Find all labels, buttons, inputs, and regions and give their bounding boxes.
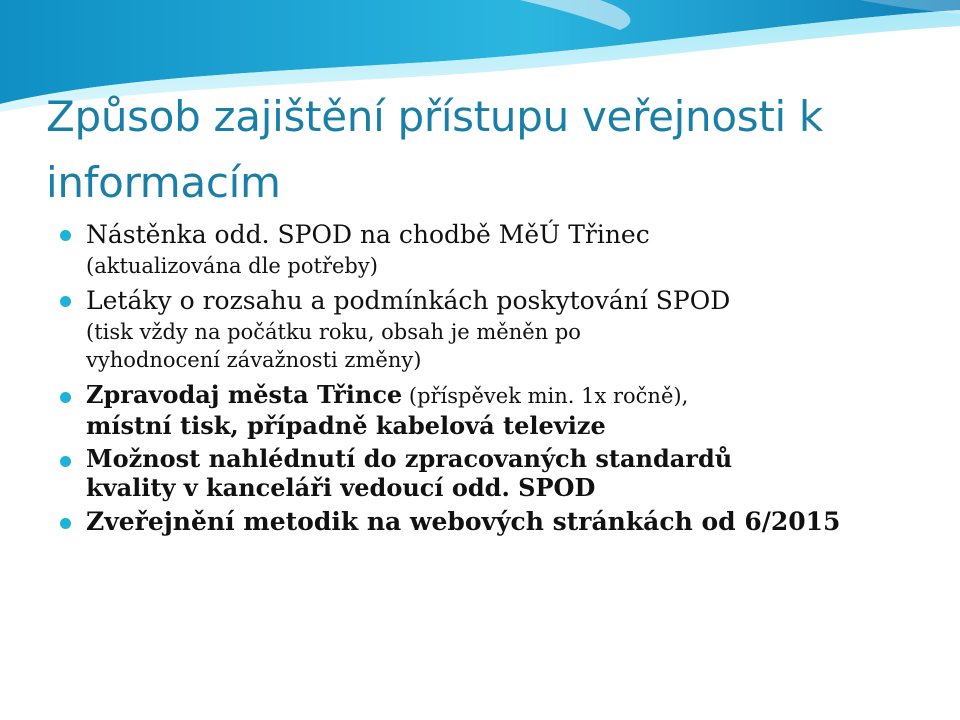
bullet-dot-icon <box>60 456 71 467</box>
bullet-dot-icon <box>60 296 71 307</box>
bullet-item-leaflets <box>60 284 940 374</box>
bullet-sub-text-line1: (tisk vždy na počátku roku, obsah je měněn po <box>86 320 581 344</box>
bullet-dot-icon <box>60 392 71 403</box>
bullet-inline-sub-text: (příspěvek min. 1x ročně), <box>402 384 689 408</box>
bullet-line2: místní tisk, případně kabelová televize <box>86 411 606 440</box>
bullet-sub-text: (aktualizována dle potřeby) <box>86 254 378 278</box>
slide-title: Způsob zajištění přístupu veřejnosti k informacím <box>46 92 823 207</box>
bullet-dot-icon <box>60 518 71 529</box>
bullet-sub-text-line2: vyhodnocení závažnosti změny) <box>86 348 422 372</box>
bullet-line1: Zveřejnění metodik na webových stránkách od 6/2015 <box>86 507 841 536</box>
bullet-item-methodologies <box>60 506 940 538</box>
bullet-dot-icon <box>60 230 71 241</box>
bullet-bold-text: Zpravodaj města Třince <box>86 380 403 409</box>
bullet-line1: Možnost nahlédnutí do zpracovaných standardů <box>86 444 733 473</box>
bullet-list <box>60 218 940 538</box>
bullet-main-text: Letáky o rozsahu a podmínkách poskytování SPOD <box>86 286 731 315</box>
bullet-item-notice-board <box>60 218 940 280</box>
bullet-line1 <box>86 380 940 411</box>
bullet-line2: kvality v kanceláři vedoucí odd. SPOD <box>86 473 596 502</box>
bullet-item-newsletter <box>60 380 940 440</box>
bullet-item-standards <box>60 444 940 502</box>
bullet-main-text: Nástěnka odd. SPOD na chodbě MěÚ Třinec <box>86 220 650 249</box>
